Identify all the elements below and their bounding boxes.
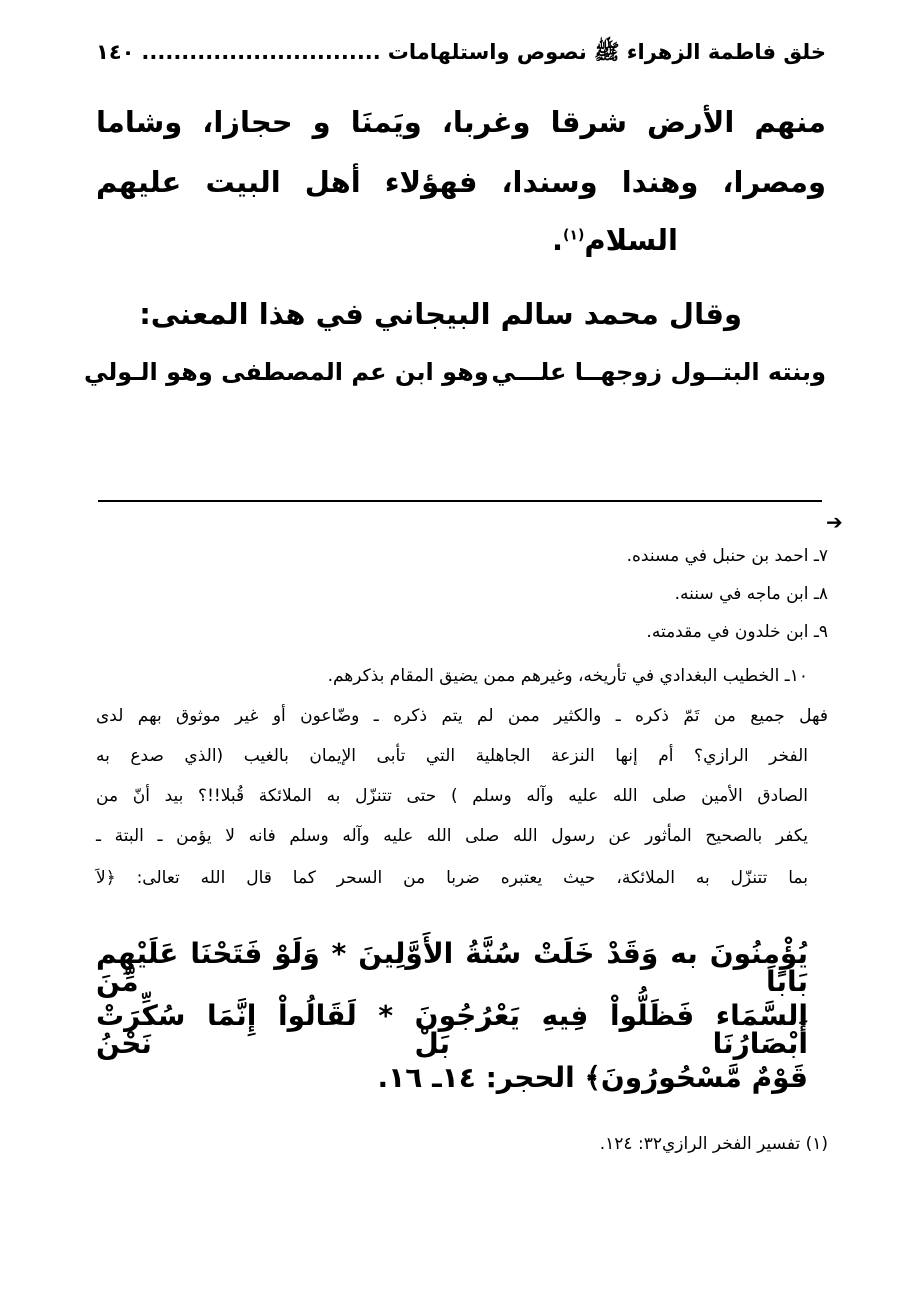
- verse: [84, 360, 826, 384]
- footnote-item-10: ١٠ـ الخطيب البغدادي في تأريخه، وغيرهم ممن يضيق المقام بذكرهم.: [327, 666, 808, 686]
- page-number: ١٤٠: [96, 40, 135, 64]
- footnote-item-8: ٨ـ ابن ماجه في سننه.: [674, 584, 828, 604]
- quran-line-1: يُؤْمِنُونَ به وَقَدْ خَلَتْ سُنَّةُ الأَوَّلِينَ * وَلَوْ فَتَحْنَا عَلَيْهِم بَابًا مِّنَ: [96, 937, 808, 998]
- continued-arrow-icon: ➔: [826, 510, 843, 534]
- body-line-1: منهم الأرض شرقا وغربا، ويَمنَا و حجازا، وشاما: [96, 105, 826, 139]
- header-dots: ..............................: [141, 42, 381, 63]
- quran-line-2: السَّمَاء فَظَلُّواْ فِيهِ يَعْرُجُونَ * لَقَالُواْ إِنَّمَا سُكِّرَتْ أَبْصَارُنَا بَلْ نَحْنُ: [96, 999, 808, 1060]
- verse-right-hemistich: وبنته البتــول زوجهــا علـــي: [491, 358, 826, 386]
- footnote-reference-1: (١) تفسير الفخر الرازي٣٢: ١٢٤.: [599, 1134, 828, 1154]
- body-line-2: ومصرا، وهندا وسندا، فهؤلاء أهل البيت عليهم: [96, 165, 826, 199]
- paragraph-line-2: الفخر الرازي؟ أم إنها النزعة الجاهلية التي تأبى الإيمان بالغيب (الذي صدع به: [96, 746, 808, 766]
- running-header: [96, 42, 826, 63]
- footnote-item-7: ٧ـ احمد بن حنبل في مسنده.: [626, 546, 828, 566]
- body-line-3-text: السلام: [584, 223, 678, 257]
- footnote-separator: [98, 500, 822, 502]
- header-title: خلق فاطمة الزهراء ﷺ نصوص واستلهامات: [387, 40, 826, 64]
- footnote-item-9: ٩ـ ابن خلدون في مقدمته.: [646, 622, 828, 642]
- quran-line-3: قَوْمٌ مَّسْحُورُونَ﴾ الحجر: ١٤ـ ١٦.: [377, 1061, 808, 1094]
- body-line-3: [551, 223, 678, 257]
- paragraph-line-4: يكفر بالصحيح المأثور عن رسول الله صلى الله عليه وآله وسلم فانه لا يؤمن ـ البتة ـ: [96, 826, 808, 846]
- paragraph-line-3: الصادق الأمين صلى الله عليه وآله وسلم ) حتى تتنزّل به الملائكة قُبلا!!؟ بيد أنّ من: [96, 786, 808, 806]
- footnote-ref: (١): [563, 227, 585, 244]
- poem-intro-heading: وقال محمد سالم البيجاني في هذا المعنى:: [139, 297, 742, 331]
- body-period: .: [551, 223, 564, 257]
- paragraph-line-5: بما تتنزّل به الملائكة، حيث يعتبره ضربا من السحر كما قال الله تعالى: ﴿لاَ: [96, 868, 808, 888]
- paragraph-line-1: فهل جميع من تَمّ ذكره ـ والكثير ممن لم يتم ذكره ـ وضّاعون أو غير موثوق بهم لدى: [96, 706, 828, 726]
- verse-left-hemistich: وهو ابن عم المصطفى وهو الـولي: [84, 358, 489, 386]
